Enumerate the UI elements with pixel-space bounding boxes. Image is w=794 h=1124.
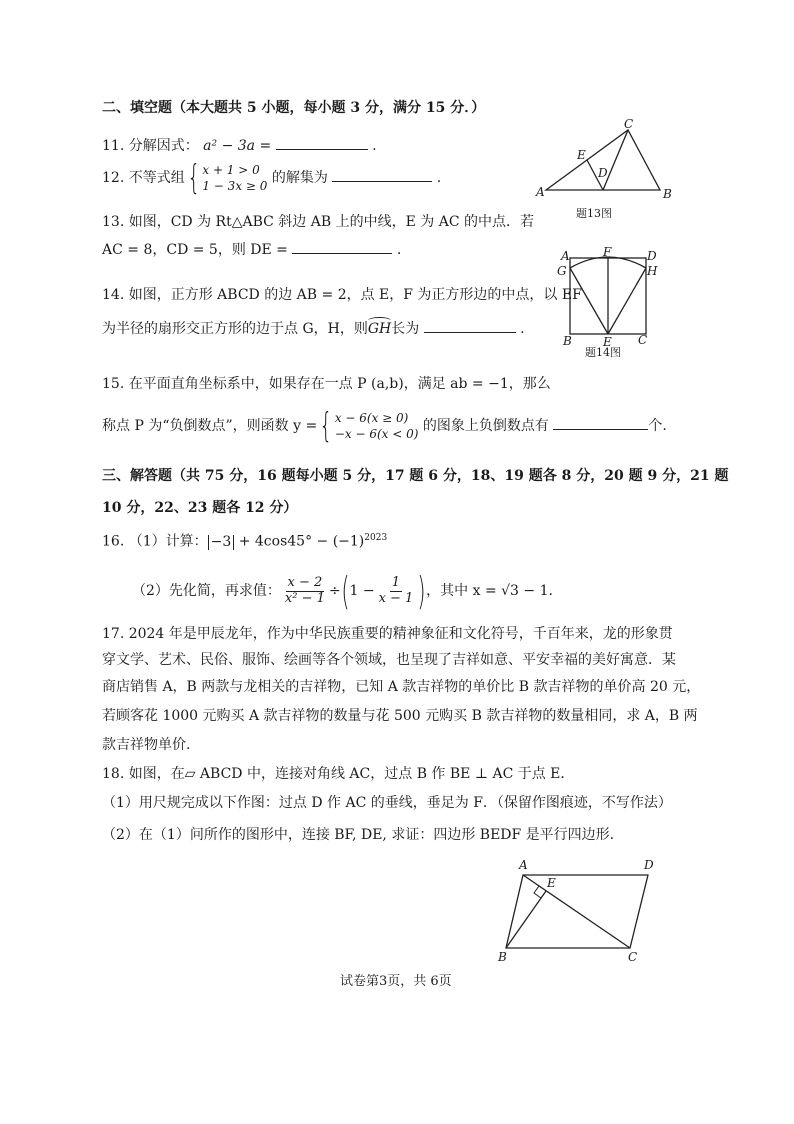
question-14-line-2 <box>102 318 525 339</box>
label-b: B <box>498 950 507 964</box>
page-footer: 试卷第3页，共 6页 <box>340 974 452 989</box>
question-18-line-1: 18. 如图，在▱ ABCD 中，连接对角线 AC，过点 B 作 BE ⊥ AC 于点 E． <box>102 766 575 782</box>
arc-label: GH <box>367 321 392 337</box>
q14-text: 为半径的扇形交正方形的边于点 G，H，则 <box>102 321 368 337</box>
label-h: H <box>647 264 658 278</box>
q15-text-2: 的图象上负倒数点有 <box>422 418 549 434</box>
label-e: E <box>603 335 612 349</box>
q12-end: . <box>436 170 442 186</box>
section-2-heading: 二、填空题（本大题共 5 小题，每小题 3 分，满分 15 分．） <box>102 100 486 116</box>
system-brace: { <box>187 158 201 198</box>
arc-mark <box>368 317 391 324</box>
question-11 <box>102 135 377 156</box>
q14-answer-blank[interactable] <box>424 318 516 333</box>
q15-answer-blank[interactable] <box>553 415 648 430</box>
figure-14 <box>555 245 665 360</box>
q11-end: . <box>372 138 377 154</box>
figure-18 <box>495 855 670 965</box>
label-f: F <box>603 245 612 259</box>
figure-13-caption: 题13图 <box>576 207 612 220</box>
q16-part2-label: （2）先化简，再求值： <box>132 583 281 599</box>
q11-answer-blank[interactable] <box>276 135 368 150</box>
label-a: A <box>519 858 528 872</box>
piecewise-case-1: x − 6(x ≥ 0) <box>334 410 409 425</box>
question-17-line-2: 穿文学、艺术、民俗、服饰、绘画等各个领域，也呈现了吉祥如意、平安幸福的美好寓意．某 <box>102 652 676 668</box>
question-18-line-3: （2）在（1）问所作的图形中，连接 BF, DE, 求证：四边形 BEDF 是平行四边形. <box>102 827 615 843</box>
inequality-line-2: 1 − 3x ≥ 0 <box>202 179 268 193</box>
question-17-line-3: 商店销售 A，B 两款与龙相关的吉祥物，已知 A 款吉祥物的单价比 B 款吉祥物的单价高 20 元， <box>102 679 701 695</box>
q16-condition: ，其中 x = √3 − 1. <box>426 583 553 599</box>
q12-mid: 的解集为 <box>271 170 328 186</box>
right-angle-mark <box>534 886 541 898</box>
q11-expression: a² − 3a = <box>203 138 272 154</box>
triangle-abc <box>546 130 660 190</box>
section-3-heading-line-2: 10 分，22、23 题各 12 分） <box>102 500 298 516</box>
radius-eg <box>570 268 608 334</box>
q14-end: . <box>520 321 525 337</box>
question-17-line-1: 17. 2024 年是甲辰龙年，作为中华民族重要的精神象征和文化符号，千百年来，龙的形象贯 <box>102 626 673 642</box>
question-17-line-5: 款吉祥物单价. <box>102 737 191 753</box>
q15-text: 称点 P 为“负倒数点”，则函数 y = <box>102 418 318 434</box>
q14-text-2: 长为 <box>391 321 420 337</box>
question-17-line-4: 若顾客花 1000 元购买 A 款吉祥物的数量与花 500 元购买 B 款吉祥物的数量相同，求 A，B 两 <box>102 708 698 724</box>
section-3-heading-line-1: 三、解答题（共 75 分，16 题每小题 5 分，17 题 6 分，18、19 题各 8 分，20 题 9 分，21 题 <box>102 468 729 484</box>
label-d: D <box>598 166 608 180</box>
label-c: C <box>624 117 634 131</box>
question-15-line-1: 15. 在平面直角坐标系中，如果存在一点 P (a,b)，满足 ab = −1，那么 <box>102 376 551 392</box>
question-18-line-2: （1）用尺规完成以下作图：过点 D 作 AC 的垂线，垂足为 F．（保留作图痕迹，不写作法） <box>102 795 672 811</box>
label-g: G <box>557 264 567 278</box>
figure-14-caption: 题14图 <box>585 346 621 359</box>
q13-end: . <box>396 242 402 258</box>
fraction-2 <box>377 576 416 606</box>
label-d: D <box>647 249 657 263</box>
divide-sign: ÷ <box>328 583 341 599</box>
q12-answer-blank[interactable] <box>332 167 432 182</box>
diagonal-ac <box>523 875 630 948</box>
q16-part1-expr: + 4cos45° − (−1) <box>238 533 365 550</box>
question-15-line-2 <box>102 406 667 446</box>
question-16-part-1 <box>102 533 387 551</box>
question-13-line-2 <box>102 239 401 260</box>
label-a: A <box>561 249 570 263</box>
right-paren: ) <box>417 569 426 613</box>
piecewise-case-2: −x − 6(x < 0) <box>334 427 419 441</box>
fraction-2-denominator: x − 1 <box>378 590 414 606</box>
q16-part1-label: 16. （1）计算： <box>102 533 208 550</box>
piecewise-function <box>335 410 419 442</box>
label-b: B <box>663 187 672 201</box>
label-c: C <box>638 333 648 347</box>
figure-13 <box>530 117 680 225</box>
inequality-system <box>202 162 267 194</box>
arc-gh <box>368 321 391 339</box>
q16-exponent: 2023 <box>364 533 388 543</box>
fraction-1-denominator: x² − 1 <box>284 590 325 606</box>
radius-eh <box>608 268 646 334</box>
inequality-line-1: x + 1 > 0 <box>202 162 260 177</box>
piecewise-brace: { <box>319 406 333 446</box>
label-d: D <box>644 858 654 872</box>
q13-answer-blank[interactable] <box>292 239 392 254</box>
label-c: C <box>628 950 638 964</box>
q13-given: AC = 8，CD = 5，则 DE = <box>102 242 288 258</box>
question-14-line-1: 14. 如图，正方形 ABCD 的边 AB = 2，点 E，F 为正方形边的中点，以 EF <box>102 287 582 303</box>
fraction-1 <box>283 576 327 606</box>
label-a: A <box>536 185 545 199</box>
question-12 <box>102 158 442 198</box>
one-minus: 1 − <box>349 583 375 599</box>
label-e: E <box>547 876 556 890</box>
question-13-line-1: 13. 如图，CD 为 Rt△ABC 斜边 AB 上的中线，E 为 AC 的中点．若 <box>102 214 534 230</box>
fraction-2-numerator: 1 <box>391 575 401 591</box>
q11-text: 11. 分解因式： <box>102 138 199 154</box>
label-b: B <box>563 334 572 348</box>
fraction-1-numerator: x − 2 <box>287 575 323 591</box>
q12-text: 12. 不等式组 <box>102 170 185 186</box>
absolute-value: −3 <box>208 535 235 550</box>
label-e: E <box>577 148 586 162</box>
question-16-part-2 <box>132 569 553 613</box>
q15-end: 个. <box>648 418 667 434</box>
left-paren: ( <box>340 569 350 613</box>
